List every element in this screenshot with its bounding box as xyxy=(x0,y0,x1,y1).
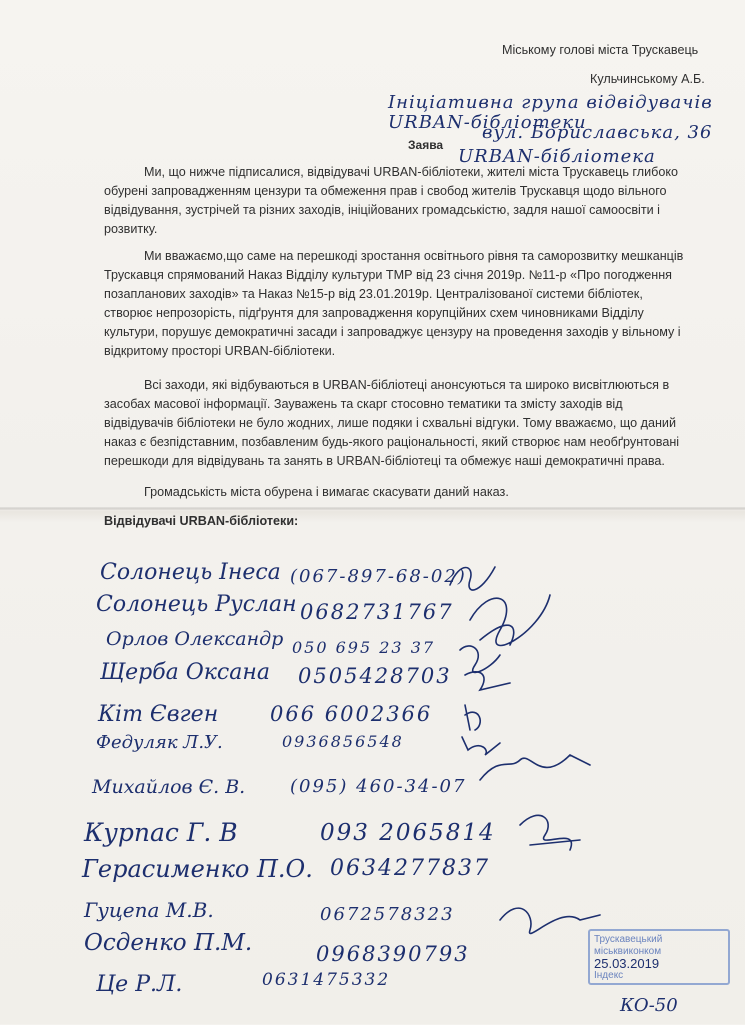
paper-fold-line xyxy=(0,507,745,510)
signatory-name: Федуляк Л.У. xyxy=(96,732,223,753)
signatory-name: Щерба Оксана xyxy=(100,660,270,685)
signature-7 xyxy=(480,755,590,780)
signature-1 xyxy=(450,567,495,590)
signatory-phone: 0936856548 xyxy=(282,732,404,751)
handwritten-sender-line-3: вул. Бориславська, 36 xyxy=(482,122,713,143)
signatory-name: Осденко П.М. xyxy=(84,930,253,956)
signature-6 xyxy=(462,737,500,755)
signatory-name: Курпас Г. В xyxy=(84,818,238,847)
signatory-phone: 0968390793 xyxy=(316,942,470,966)
signatory-name: Орлов Олександр xyxy=(106,628,284,650)
signature-9 xyxy=(500,908,600,933)
paragraph-2: Ми вважаємо,що саме на перешкоді зростання освітнього рівня та саморозвитку мешканців Трускавця спрямований Наказ Відділу культури ТМР від 23 січня 2019р. №11-р «Про погодження позапланових заходів» та Наказ №15-р від 23.01.2019р. Централізованої системи бібліотек, створює непрозорість, підґрунтя для запровадження корупційних схем чиновниками Відділу культури, порушує демократичні засади і запроваджує цензуру на проведення заходів у вільному і відкритому просторі URBAN-бібліотеки. xyxy=(104,249,684,358)
signature-3 xyxy=(460,646,500,672)
stamp-line-2: міськвиконком xyxy=(594,946,662,957)
stamp-line-4: Індекс xyxy=(594,970,624,981)
stamp-line-1: Трускавецький xyxy=(594,934,663,945)
signatory-name: Це Р.Л. xyxy=(96,972,183,997)
handwritten-sender-line-1: Ініціативна група відвідувачів xyxy=(388,92,713,113)
signatory-name: Кіт Євген xyxy=(98,702,219,727)
signature-8 xyxy=(520,815,580,850)
signatory-name: Солонець Інеса xyxy=(100,560,281,585)
registration-stamp xyxy=(588,929,730,985)
signatory-phone: 093 2065814 xyxy=(320,820,496,846)
signature-2 xyxy=(470,595,550,645)
paragraph-4: Громадськість міста обурена і вимагає скасувати даний наказ. xyxy=(144,485,509,499)
signatory-phone: 0682731767 xyxy=(300,600,454,624)
signatories-title: Відвідувачі URBAN-бібліотеки: xyxy=(104,514,299,528)
paragraph-1: Ми, що нижче підписалися, відвідувачі URBAN-бібліотеки, жителі міста Трускавець глибоко обурені запровадженням цензури та обмеження прав і свобод жителів Трускавця щодо вільного відвідування, зустрічей та різних заходів, ініційованих громадськістю, задля нашої самоосвіти і розвитку. xyxy=(104,165,678,236)
signatory-phone: 0505428703 xyxy=(298,664,452,688)
signatory-name: Михайлов Є. В. xyxy=(92,776,246,798)
document-title: Заява xyxy=(408,138,444,152)
signatory-phone: 0631475332 xyxy=(262,970,391,990)
paragraph-3: Всі заходи, які відбуваються в URBAN-бібліотеці анонсуються та широко висвітлюються в засобах масової інформації. Зауважень та скарг стосовно тематики та змісту заходів від відвідувачів бібліотеки не було жодних, лише подяки і схвальні відгуки. Тому вважаємо, що даний наказ є безпідставним, позбавленим будь-якого раціональності, який створює нам необґрунтовані перешкоди для відвідувань та занять в URBAN-бібліотеці та обмежує наші демократичні права. xyxy=(104,378,680,468)
stamp-date: 25.03.2019 xyxy=(594,956,660,971)
signatory-phone: 0634277837 xyxy=(330,856,490,881)
signatory-name: Солонець Руслан xyxy=(96,592,297,617)
signature-4 xyxy=(465,672,510,690)
signatory-phone: 0672578323 xyxy=(320,904,455,925)
signatory-name: Герасименко П.О. xyxy=(82,855,313,883)
handwritten-sender-line-2: URBAN-бібліотеки xyxy=(388,112,587,133)
handwritten-sender-line-4: URBAN-бібліотека xyxy=(458,146,656,167)
signatory-phone: (095) 460-34-07 xyxy=(290,776,467,797)
addressee-line-2: Кульчинському А.Б. xyxy=(590,72,705,86)
addressee-line-1: Міському голові міста Трускавець xyxy=(502,43,699,57)
signatory-phone: 050 695 23 37 xyxy=(292,638,436,657)
signatory-phone: (067-897-68-02) xyxy=(290,566,467,587)
signatory-name: Гуцепа М.В. xyxy=(84,898,214,922)
signature-5 xyxy=(465,705,480,730)
registration-number: КО-50 xyxy=(620,995,678,1016)
signatory-phone: 066 6002366 xyxy=(270,702,433,726)
